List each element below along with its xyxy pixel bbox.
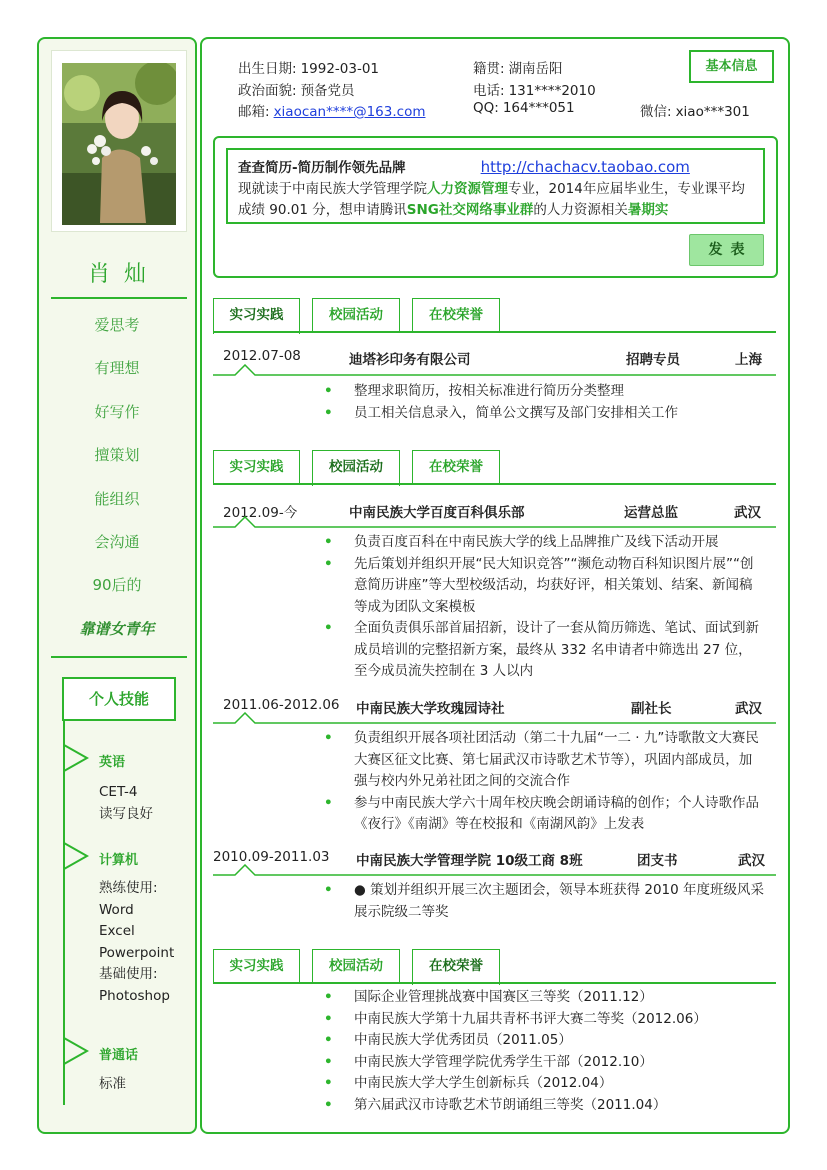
trait-list — [39, 314, 195, 661]
publish-button[interactable]: 发表 — [689, 234, 764, 266]
skill-computer-head: 计算机 — [99, 853, 139, 868]
skill-mandarin-detail: 标准 — [99, 1076, 126, 1092]
tab-honors[interactable]: 在校荣誉 — [412, 450, 500, 484]
trait-item: 靠谱女青年 — [79, 619, 155, 638]
entry-header: 2011.06-2012.06 中南民族大学玫瑰园诗社 副社长 武汉 — [223, 697, 762, 717]
list-item: • 负责组织开展各项社团活动（第二十九届“一二 · 九”诗歌散文大赛民大赛区征文比赛、第七届武汉市诗歌艺术节等），巩固内部成员，加强与校内外兄弟社团之间的交流合作 — [324, 728, 764, 793]
birth-date: 出生日期: 1992-03-01 — [238, 61, 380, 77]
tab-internship[interactable]: 实习实践 — [213, 450, 300, 484]
tab-internship[interactable]: 实习实践 — [213, 949, 300, 983]
chevron-right-icon — [63, 744, 89, 772]
political-status: 政治面貌: 预备党员 — [238, 83, 355, 99]
list-item: • 整理求职简历，按相关标准进行简历分类整理 — [324, 381, 764, 403]
list-item: • 先后策划并组织开展“民大知识竞答”“濒危动物百科知识图片展”“创意简历讲座”等大型校级活动，均获好评，相关策划、结案、新闻稿等成为团队文案模板 — [324, 554, 764, 619]
entry-divider — [213, 364, 776, 376]
chevron-right-icon — [63, 842, 89, 870]
main-panel — [200, 37, 790, 1134]
profile-photo-frame — [51, 50, 187, 232]
internship-duties — [324, 381, 764, 424]
entry-divider — [213, 516, 776, 528]
skill-english-head: 英语 — [99, 755, 126, 770]
skill-mandarin-head: 普通话 — [99, 1048, 139, 1063]
tab-bar-campus — [213, 450, 776, 484]
skill-english-detail: CET-4 读写良好 — [99, 784, 153, 822]
honors-list — [324, 987, 764, 1116]
list-item: • 负责百度百科在中南民族大学的线上品牌推广及线下活动开展 — [324, 532, 764, 554]
entry-divider — [213, 712, 776, 724]
list-item: • 参与中南民族大学六十周年校庆晚会朗诵诗稿的创作；个人诗歌作品《夜行》《南湖》等在校报和《南湖风韵》上发表 — [324, 793, 764, 836]
post-title: 查查简历-简历制作领先品牌 — [238, 160, 406, 176]
sidebar-divider — [51, 297, 187, 299]
skill-computer-detail: 熟练使用: Word Excel Powerpoint 基础使用: Photoshop — [99, 880, 175, 1004]
post-body: 现就读于中南民族大学管理学院人力资源管理专业，2014年应届毕业生，专业课平均成绩 90.01 分，想申请腾讯SNG社交网络事业群的人力资源相关暑期实 — [238, 181, 745, 218]
sidebar — [37, 37, 197, 1134]
campus-duties — [324, 728, 764, 836]
trait-item: 擅策划 — [94, 446, 140, 465]
trait-item: 好写作 — [94, 402, 140, 421]
phone: 电话: 131****2010 — [473, 83, 596, 99]
trait-item: 90后的 — [92, 576, 142, 595]
tab-campus[interactable]: 校园活动 — [312, 949, 400, 983]
tab-bar-internship — [213, 298, 776, 332]
entry-header: 2012.07-08 迪塔衫印务有限公司 招聘专员 上海 — [223, 348, 762, 368]
list-item: • 中南民族大学优秀团员（2011.05） — [324, 1030, 764, 1052]
chevron-right-icon — [63, 1037, 89, 1065]
list-item: • 全面负责俱乐部首届招新，设计了一套从简历筛选、笔试、面试到新成员培训的完整招新方案，最终从 332 名申请者中筛选出 27 位，至今成员流失控制在 3 人以内 — [324, 618, 764, 683]
entry-header: 2010.09-2011.03 中南民族大学管理学院 10级工商 8班 团支书 武汉 — [213, 849, 765, 869]
list-item: • 中南民族大学大学生创新标兵（2012.04） — [324, 1073, 764, 1095]
wechat: 微信: xiao***301 — [640, 104, 750, 120]
list-item: • 第六届武汉市诗歌艺术节朗诵组三等奖（2011.04） — [324, 1095, 764, 1117]
trait-item: 爱思考 — [94, 316, 140, 334]
email: 邮箱: xiaocan****@163.com — [238, 104, 426, 120]
skills-heading: 个人技能 — [62, 677, 176, 721]
campus-duties — [324, 532, 764, 683]
trait-item: 会沟通 — [94, 532, 140, 551]
basic-info-button[interactable]: 基本信息 — [689, 50, 774, 83]
campus-duties — [324, 880, 764, 923]
trait-item: 能组织 — [94, 489, 140, 508]
list-item: • 员工相关信息录入，简单公文撰写及部门安排相关工作 — [324, 403, 764, 425]
sidebar-divider — [51, 656, 187, 658]
list-item: • 中南民族大学管理学院优秀学生干部（2012.10） — [324, 1052, 764, 1074]
list-item: • 中南民族大学第十九届共青杯书评大赛二等奖（2012.06） — [324, 1009, 764, 1031]
trait-item: 有理想 — [94, 359, 140, 378]
email-link[interactable]: xiaocan****@163.com — [273, 104, 426, 120]
entry-divider — [213, 864, 776, 876]
tab-campus[interactable]: 校园活动 — [312, 450, 400, 486]
tab-bar-honors — [213, 949, 776, 983]
list-item: • 国际企业管理挑战赛中国赛区三等奖（2011.12） — [324, 987, 764, 1009]
tab-honors[interactable]: 在校荣誉 — [412, 949, 500, 985]
tab-campus[interactable]: 校园活动 — [312, 298, 400, 332]
person-name: 肖灿 — [87, 262, 160, 287]
post-textarea[interactable] — [226, 148, 765, 224]
tab-internship[interactable]: 实习实践 — [213, 298, 300, 334]
tab-honors[interactable]: 在校荣誉 — [412, 298, 500, 332]
post-link[interactable]: http://chachacv.taobao.com — [480, 158, 690, 176]
native-place: 籍贯: 湖南岳阳 — [473, 61, 563, 77]
list-item: • ● 策划并组织开展三次主题团会，领导本班获得 2010 年度班级风采展示院级二等奖 — [324, 880, 764, 923]
profile-photo — [62, 63, 176, 225]
post-box — [213, 136, 778, 278]
qq: QQ: 164***051 — [473, 100, 575, 116]
entry-header: 2012.09-今 中南民族大学百度百科俱乐部 运营总监 武汉 — [223, 505, 761, 521]
